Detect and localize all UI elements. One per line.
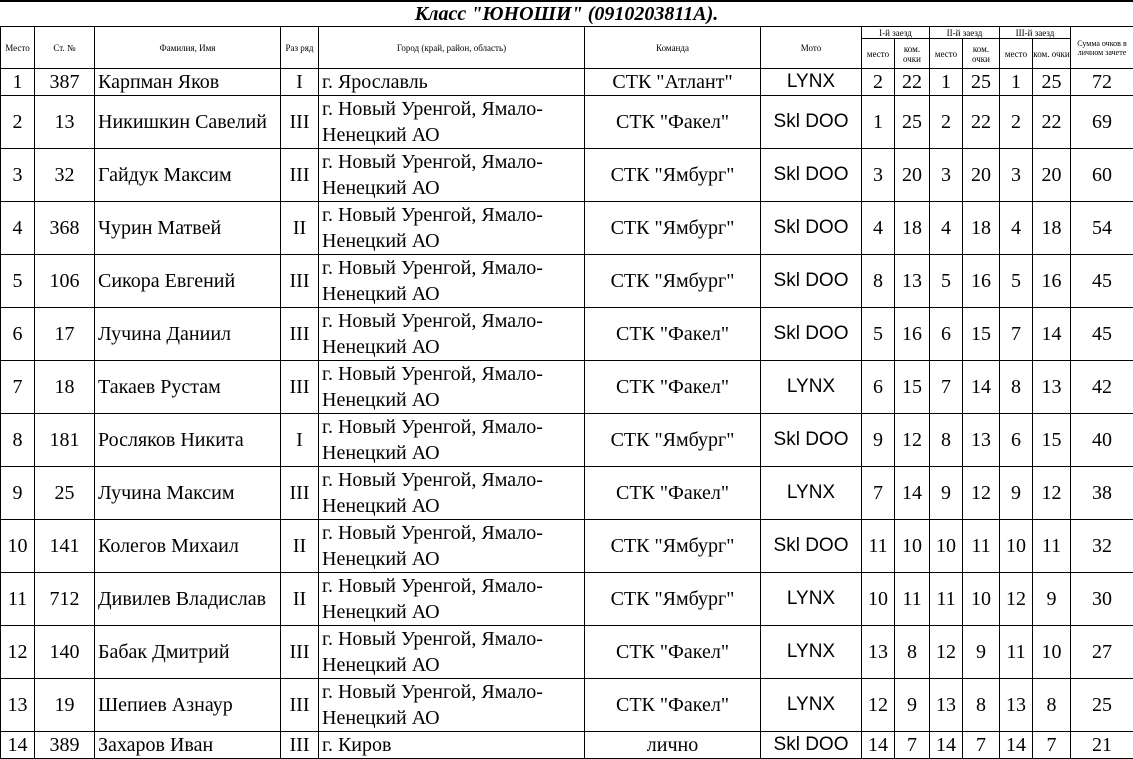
header-place: Место bbox=[1, 27, 35, 69]
cell-sum: 60 bbox=[1071, 149, 1133, 202]
table-row bbox=[1, 520, 1133, 573]
cell-heat3-place: 12 bbox=[1000, 573, 1033, 626]
cell-place: 12 bbox=[1, 626, 35, 679]
cell-city: г. Новый Уренгой, Ямало-Ненецкий АО bbox=[319, 308, 585, 361]
cell-heat1-points: 7 bbox=[895, 732, 930, 759]
cell-sum: 38 bbox=[1071, 467, 1133, 520]
cell-heat1-points: 25 bbox=[895, 96, 930, 149]
cell-heat3-place: 8 bbox=[1000, 361, 1033, 414]
results-table bbox=[0, 26, 1133, 759]
header-moto: Мото bbox=[761, 27, 862, 69]
cell-heat3-points: 20 bbox=[1033, 149, 1071, 202]
cell-city: г. Новый Уренгой, Ямало-Ненецкий АО bbox=[319, 573, 585, 626]
cell-rank: II bbox=[281, 202, 319, 255]
header-heat2: II-й заезд bbox=[930, 27, 1000, 39]
results-body bbox=[1, 69, 1133, 759]
cell-heat3-place: 9 bbox=[1000, 467, 1033, 520]
cell-sum: 40 bbox=[1071, 414, 1133, 467]
cell-heat3-points: 13 bbox=[1033, 361, 1071, 414]
page-title: Класс "ЮНОШИ" (0910203811А). bbox=[0, 0, 1133, 26]
cell-heat3-points: 9 bbox=[1033, 573, 1071, 626]
header-heat1-points: ком. очки bbox=[895, 39, 930, 69]
cell-city: г. Новый Уренгой, Ямало-Ненецкий АО bbox=[319, 467, 585, 520]
cell-number: 19 bbox=[35, 679, 95, 732]
cell-sum: 27 bbox=[1071, 626, 1133, 679]
cell-place: 7 bbox=[1, 361, 35, 414]
cell-heat1-points: 10 bbox=[895, 520, 930, 573]
table-row bbox=[1, 467, 1133, 520]
cell-number: 368 bbox=[35, 202, 95, 255]
cell-moto: Skl DOO bbox=[761, 202, 862, 255]
cell-city: г. Новый Уренгой, Ямало-Ненецкий АО bbox=[319, 255, 585, 308]
header-number: Ст. № bbox=[35, 27, 95, 69]
cell-moto: LYNX bbox=[761, 361, 862, 414]
cell-heat2-points: 11 bbox=[963, 520, 1000, 573]
cell-place: 6 bbox=[1, 308, 35, 361]
cell-team: СТК "Атлант" bbox=[585, 69, 761, 96]
cell-rank: III bbox=[281, 308, 319, 361]
cell-sum: 45 bbox=[1071, 308, 1133, 361]
cell-heat3-points: 16 bbox=[1033, 255, 1071, 308]
cell-sum: 30 bbox=[1071, 573, 1133, 626]
cell-place: 10 bbox=[1, 520, 35, 573]
cell-place: 1 bbox=[1, 69, 35, 96]
cell-sum: 54 bbox=[1071, 202, 1133, 255]
cell-heat1-place: 6 bbox=[862, 361, 895, 414]
cell-place: 5 bbox=[1, 255, 35, 308]
header-name: Фамилия, Имя bbox=[95, 27, 281, 69]
cell-number: 32 bbox=[35, 149, 95, 202]
cell-heat1-points: 12 bbox=[895, 414, 930, 467]
cell-rank: III bbox=[281, 255, 319, 308]
cell-heat3-points: 15 bbox=[1033, 414, 1071, 467]
cell-heat1-points: 9 bbox=[895, 679, 930, 732]
cell-heat2-points: 7 bbox=[963, 732, 1000, 759]
cell-rank: III bbox=[281, 732, 319, 759]
cell-heat2-points: 12 bbox=[963, 467, 1000, 520]
header-heat3-points: ком. очки bbox=[1033, 39, 1071, 69]
cell-heat3-points: 10 bbox=[1033, 626, 1071, 679]
header-team: Команда bbox=[585, 27, 761, 69]
cell-moto: Skl DOO bbox=[761, 414, 862, 467]
cell-moto: LYNX bbox=[761, 679, 862, 732]
cell-heat2-points: 20 bbox=[963, 149, 1000, 202]
cell-heat1-place: 5 bbox=[862, 308, 895, 361]
cell-number: 387 bbox=[35, 69, 95, 96]
cell-rank: II bbox=[281, 573, 319, 626]
cell-rank: III bbox=[281, 149, 319, 202]
cell-rank: II bbox=[281, 520, 319, 573]
cell-heat2-points: 22 bbox=[963, 96, 1000, 149]
cell-heat3-place: 3 bbox=[1000, 149, 1033, 202]
header-city: Город (край, район, область) bbox=[319, 27, 585, 69]
header-rank: Раз ряд bbox=[281, 27, 319, 69]
cell-number: 106 bbox=[35, 255, 95, 308]
cell-place: 13 bbox=[1, 679, 35, 732]
cell-name: Чурин Матвей bbox=[95, 202, 281, 255]
cell-name: Дивилев Владислав bbox=[95, 573, 281, 626]
table-row bbox=[1, 255, 1133, 308]
cell-team: СТК "Ямбург" bbox=[585, 202, 761, 255]
cell-name: Такаев Рустам bbox=[95, 361, 281, 414]
cell-sum: 45 bbox=[1071, 255, 1133, 308]
cell-team: лично bbox=[585, 732, 761, 759]
cell-moto: LYNX bbox=[761, 626, 862, 679]
cell-heat1-place: 7 bbox=[862, 467, 895, 520]
cell-rank: III bbox=[281, 361, 319, 414]
cell-heat2-place: 11 bbox=[930, 573, 963, 626]
cell-name: Лучина Даниил bbox=[95, 308, 281, 361]
cell-moto: Skl DOO bbox=[761, 255, 862, 308]
cell-moto: Skl DOO bbox=[761, 149, 862, 202]
cell-number: 17 bbox=[35, 308, 95, 361]
cell-team: СТК "Факел" bbox=[585, 308, 761, 361]
header-heat1: I-й заезд bbox=[862, 27, 930, 39]
cell-moto: Skl DOO bbox=[761, 96, 862, 149]
cell-heat1-place: 4 bbox=[862, 202, 895, 255]
cell-heat2-place: 1 bbox=[930, 69, 963, 96]
cell-name: Росляков Никита bbox=[95, 414, 281, 467]
cell-city: г. Новый Уренгой, Ямало-Ненецкий АО bbox=[319, 520, 585, 573]
cell-heat3-points: 14 bbox=[1033, 308, 1071, 361]
cell-place: 3 bbox=[1, 149, 35, 202]
cell-heat2-points: 13 bbox=[963, 414, 1000, 467]
cell-heat2-place: 5 bbox=[930, 255, 963, 308]
cell-city: г. Ярославль bbox=[319, 69, 585, 96]
cell-heat3-points: 12 bbox=[1033, 467, 1071, 520]
cell-sum: 42 bbox=[1071, 361, 1133, 414]
cell-heat3-place: 14 bbox=[1000, 732, 1033, 759]
cell-name: Бабак Дмитрий bbox=[95, 626, 281, 679]
cell-number: 712 bbox=[35, 573, 95, 626]
cell-number: 389 bbox=[35, 732, 95, 759]
cell-moto: Skl DOO bbox=[761, 732, 862, 759]
header-heat3-place: место bbox=[1000, 39, 1033, 69]
cell-heat1-place: 13 bbox=[862, 626, 895, 679]
cell-heat1-place: 8 bbox=[862, 255, 895, 308]
cell-heat2-points: 18 bbox=[963, 202, 1000, 255]
cell-city: г. Новый Уренгой, Ямало-Ненецкий АО bbox=[319, 626, 585, 679]
cell-heat3-points: 22 bbox=[1033, 96, 1071, 149]
cell-heat3-points: 18 bbox=[1033, 202, 1071, 255]
cell-sum: 21 bbox=[1071, 732, 1133, 759]
cell-number: 141 bbox=[35, 520, 95, 573]
cell-moto: LYNX bbox=[761, 467, 862, 520]
cell-heat2-place: 6 bbox=[930, 308, 963, 361]
cell-heat2-points: 15 bbox=[963, 308, 1000, 361]
cell-moto: LYNX bbox=[761, 69, 862, 96]
cell-heat1-place: 11 bbox=[862, 520, 895, 573]
cell-rank: III bbox=[281, 467, 319, 520]
cell-name: Сикора Евгений bbox=[95, 255, 281, 308]
table-row bbox=[1, 414, 1133, 467]
cell-team: СТК "Факел" bbox=[585, 626, 761, 679]
cell-heat3-place: 7 bbox=[1000, 308, 1033, 361]
cell-team: СТК "Факел" bbox=[585, 96, 761, 149]
cell-heat1-points: 20 bbox=[895, 149, 930, 202]
table-row bbox=[1, 69, 1133, 96]
cell-place: 14 bbox=[1, 732, 35, 759]
table-row bbox=[1, 96, 1133, 149]
cell-heat1-place: 3 bbox=[862, 149, 895, 202]
cell-team: СТК "Факел" bbox=[585, 361, 761, 414]
cell-heat2-place: 4 bbox=[930, 202, 963, 255]
cell-heat1-points: 11 bbox=[895, 573, 930, 626]
cell-sum: 72 bbox=[1071, 69, 1133, 96]
cell-place: 8 bbox=[1, 414, 35, 467]
cell-team: СТК "Ямбург" bbox=[585, 255, 761, 308]
cell-heat1-points: 15 bbox=[895, 361, 930, 414]
cell-city: г. Новый Уренгой, Ямало-Ненецкий АО bbox=[319, 96, 585, 149]
cell-heat3-points: 8 bbox=[1033, 679, 1071, 732]
cell-heat2-points: 25 bbox=[963, 69, 1000, 96]
cell-heat3-place: 4 bbox=[1000, 202, 1033, 255]
cell-name: Гайдук Максим bbox=[95, 149, 281, 202]
cell-heat3-place: 6 bbox=[1000, 414, 1033, 467]
cell-heat1-place: 14 bbox=[862, 732, 895, 759]
cell-heat2-place: 13 bbox=[930, 679, 963, 732]
cell-number: 181 bbox=[35, 414, 95, 467]
cell-city: г. Киров bbox=[319, 732, 585, 759]
cell-moto: Skl DOO bbox=[761, 308, 862, 361]
cell-rank: III bbox=[281, 96, 319, 149]
cell-heat1-place: 2 bbox=[862, 69, 895, 96]
cell-name: Карпман Яков bbox=[95, 69, 281, 96]
cell-heat1-points: 22 bbox=[895, 69, 930, 96]
cell-heat1-place: 10 bbox=[862, 573, 895, 626]
cell-number: 25 bbox=[35, 467, 95, 520]
cell-heat2-points: 14 bbox=[963, 361, 1000, 414]
table-row bbox=[1, 732, 1133, 759]
cell-city: г. Новый Уренгой, Ямало-Ненецкий АО bbox=[319, 149, 585, 202]
cell-city: г. Новый Уренгой, Ямало-Ненецкий АО bbox=[319, 414, 585, 467]
header-heat3: III-й заезд bbox=[1000, 27, 1071, 39]
cell-moto: LYNX bbox=[761, 573, 862, 626]
table-row bbox=[1, 573, 1133, 626]
cell-heat3-place: 1 bbox=[1000, 69, 1033, 96]
cell-heat1-points: 13 bbox=[895, 255, 930, 308]
cell-heat1-points: 14 bbox=[895, 467, 930, 520]
cell-heat3-points: 25 bbox=[1033, 69, 1071, 96]
cell-sum: 69 bbox=[1071, 96, 1133, 149]
cell-place: 4 bbox=[1, 202, 35, 255]
cell-team: СТК "Факел" bbox=[585, 679, 761, 732]
cell-heat1-points: 18 bbox=[895, 202, 930, 255]
cell-heat2-place: 9 bbox=[930, 467, 963, 520]
cell-heat2-place: 14 bbox=[930, 732, 963, 759]
cell-number: 13 bbox=[35, 96, 95, 149]
cell-number: 18 bbox=[35, 361, 95, 414]
cell-rank: I bbox=[281, 414, 319, 467]
cell-city: г. Новый Уренгой, Ямало-Ненецкий АО bbox=[319, 679, 585, 732]
cell-heat2-place: 8 bbox=[930, 414, 963, 467]
cell-heat1-points: 16 bbox=[895, 308, 930, 361]
cell-team: СТК "Ямбург" bbox=[585, 149, 761, 202]
cell-rank: III bbox=[281, 626, 319, 679]
header-heat2-place: место bbox=[930, 39, 963, 69]
cell-heat3-place: 2 bbox=[1000, 96, 1033, 149]
cell-city: г. Новый Уренгой, Ямало-Ненецкий АО bbox=[319, 202, 585, 255]
cell-team: СТК "Факел" bbox=[585, 467, 761, 520]
cell-heat2-place: 7 bbox=[930, 361, 963, 414]
table-row bbox=[1, 679, 1133, 732]
cell-sum: 25 bbox=[1071, 679, 1133, 732]
cell-place: 9 bbox=[1, 467, 35, 520]
table-row bbox=[1, 361, 1133, 414]
cell-number: 140 bbox=[35, 626, 95, 679]
cell-rank: I bbox=[281, 69, 319, 96]
cell-heat2-place: 12 bbox=[930, 626, 963, 679]
table-row bbox=[1, 626, 1133, 679]
cell-rank: III bbox=[281, 679, 319, 732]
cell-heat2-points: 10 bbox=[963, 573, 1000, 626]
cell-heat3-place: 11 bbox=[1000, 626, 1033, 679]
cell-name: Шепиев Азнаур bbox=[95, 679, 281, 732]
cell-moto: Skl DOO bbox=[761, 520, 862, 573]
cell-heat1-points: 8 bbox=[895, 626, 930, 679]
cell-heat1-place: 12 bbox=[862, 679, 895, 732]
cell-team: СТК "Ямбург" bbox=[585, 573, 761, 626]
cell-heat2-place: 10 bbox=[930, 520, 963, 573]
cell-heat2-place: 2 bbox=[930, 96, 963, 149]
table-row bbox=[1, 202, 1133, 255]
cell-heat3-place: 5 bbox=[1000, 255, 1033, 308]
cell-heat3-points: 11 bbox=[1033, 520, 1071, 573]
cell-heat3-place: 13 bbox=[1000, 679, 1033, 732]
header-heat1-place: место bbox=[862, 39, 895, 69]
cell-heat2-points: 9 bbox=[963, 626, 1000, 679]
cell-place: 11 bbox=[1, 573, 35, 626]
table-row bbox=[1, 149, 1133, 202]
header-heat2-points: ком. очки bbox=[963, 39, 1000, 69]
cell-heat3-points: 7 bbox=[1033, 732, 1071, 759]
table-row bbox=[1, 308, 1133, 361]
cell-name: Колегов Михаил bbox=[95, 520, 281, 573]
cell-place: 2 bbox=[1, 96, 35, 149]
header-sum: Сумма очков в личном зачете bbox=[1071, 27, 1133, 69]
cell-heat2-place: 3 bbox=[930, 149, 963, 202]
cell-city: г. Новый Уренгой, Ямало-Ненецкий АО bbox=[319, 361, 585, 414]
cell-heat1-place: 9 bbox=[862, 414, 895, 467]
cell-name: Лучина Максим bbox=[95, 467, 281, 520]
cell-team: СТК "Ямбург" bbox=[585, 520, 761, 573]
cell-heat1-place: 1 bbox=[862, 96, 895, 149]
cell-sum: 32 bbox=[1071, 520, 1133, 573]
cell-heat3-place: 10 bbox=[1000, 520, 1033, 573]
cell-name: Никишкин Савелий bbox=[95, 96, 281, 149]
cell-heat2-points: 16 bbox=[963, 255, 1000, 308]
cell-name: Захаров Иван bbox=[95, 732, 281, 759]
cell-team: СТК "Ямбург" bbox=[585, 414, 761, 467]
cell-heat2-points: 8 bbox=[963, 679, 1000, 732]
